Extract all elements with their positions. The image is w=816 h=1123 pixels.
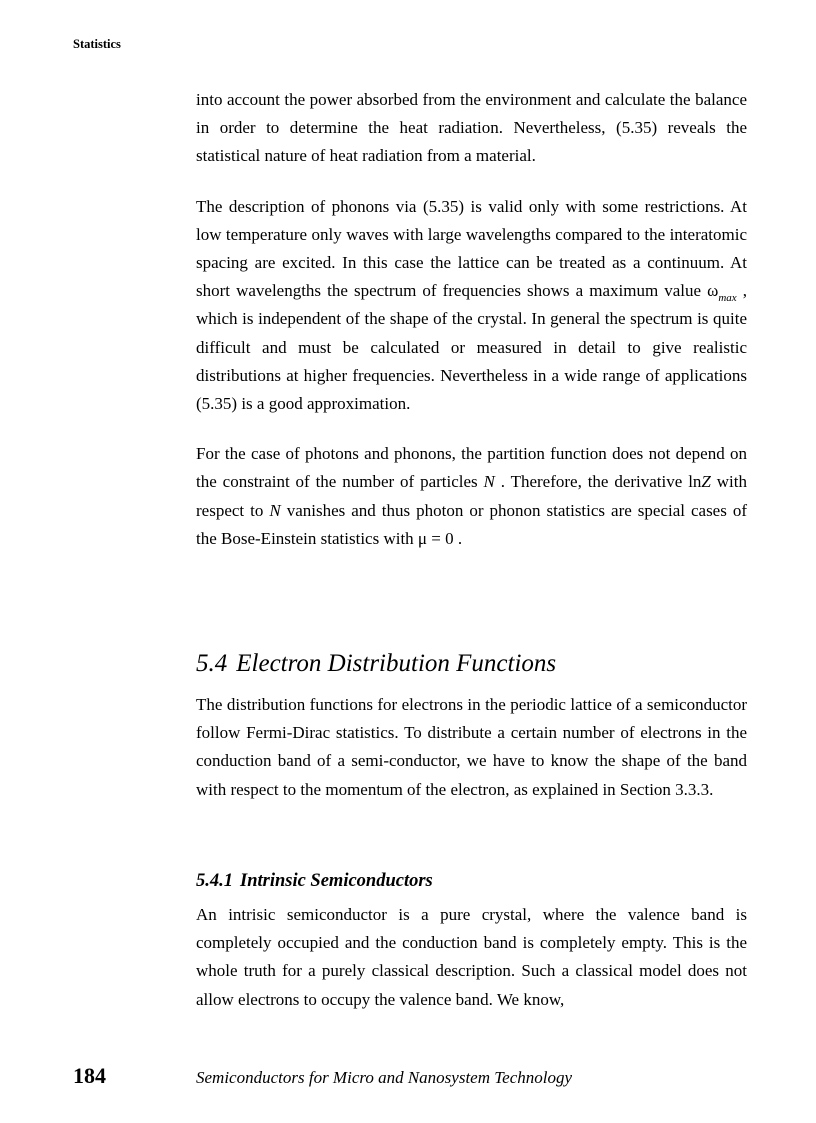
paragraph-heat-radiation: into account the power absorbed from the environment and calculate the balance in order to determine the heat radiation. Nevertheless, (5.35) reveals the statistical nature of heat radiation from a material. xyxy=(196,90,747,166)
footer-book-title: Semiconductors for Micro and Nanosystem Technology xyxy=(196,1068,573,1087)
paragraph-partition-text-2: . Therefore, the derivative xyxy=(494,472,689,492)
paragraph-phonons-text-2: , which is independent of the shape of the crystal. In general the spectrum is quite difficult and must be calculated or measured in detail to give realistic distributions at higher frequencies. Nevertheless in a wide range of applications (5.35) is a good approximation. xyxy=(196,281,747,414)
body-text-top xyxy=(196,86,747,553)
paragraph-partition-text-4: vanishes and thus photon or phonon statistics are special cases of the Bose-Einstein statistics with xyxy=(196,500,747,548)
paragraph-electron-distribution: The distribution functions for electrons in the periodic lattice of a semiconductor follow Fermi-Dirac statistics. To distribute a certain number of electrons in the conduction band of a semi-conductor, we have to know the shape of the band with respect to the momentum of the electron, as explained in Section 3.3.3. xyxy=(196,695,747,799)
section-heading xyxy=(196,644,556,684)
symbol-n-derivative: N xyxy=(269,500,281,520)
subsection-title-text: Intrinsic Semiconductors xyxy=(240,871,433,891)
paragraph-phonons xyxy=(196,193,747,419)
section-title-text: Electron Distribution Functions xyxy=(236,650,557,677)
subsection-number: 5.4.1 xyxy=(196,871,233,891)
section-number: 5.4 xyxy=(196,650,228,677)
running-head: Statistics xyxy=(73,37,121,51)
page-number: 184 xyxy=(73,1063,106,1088)
paragraph-phonons-text-1: The description of phonons via (5.35) is valid only with some restrictions. At low temperature only waves with large wavelengths compared to the interatomic spacing are excited. In this case the lattice can be treated as a continuum. At short wavelengths the spectrum of frequencies shows a maximum value xyxy=(196,196,747,301)
paragraph-partition-function xyxy=(196,440,747,553)
body-text-subsection xyxy=(196,901,747,1014)
paragraph-partition-text-1: For the case of photons and phonons, the partition function does not depend on the constraint of the number of particles xyxy=(196,444,747,492)
paragraph-partition-text-3: with respect to xyxy=(196,472,747,520)
omega-symbol: ω xyxy=(707,281,719,301)
symbol-mu-equals-zero: μ = 0 . xyxy=(417,528,463,548)
symbol-n-particles: N xyxy=(483,472,495,492)
symbol-ln: ln xyxy=(688,472,702,492)
symbol-z: Z xyxy=(701,472,711,492)
body-text-section xyxy=(196,691,747,804)
paragraph-intrinsic-semiconductor: An intrisic semiconductor is a pure crystal, where the valence band is completely occupied and the conduction band is completely empty. This is the whole truth for a purely classical description. Such a classical model does not allow electrons to occupy the valence band. We know, xyxy=(196,905,747,1009)
subsection-heading xyxy=(196,867,433,895)
omega-subscript-max: max xyxy=(718,292,737,305)
